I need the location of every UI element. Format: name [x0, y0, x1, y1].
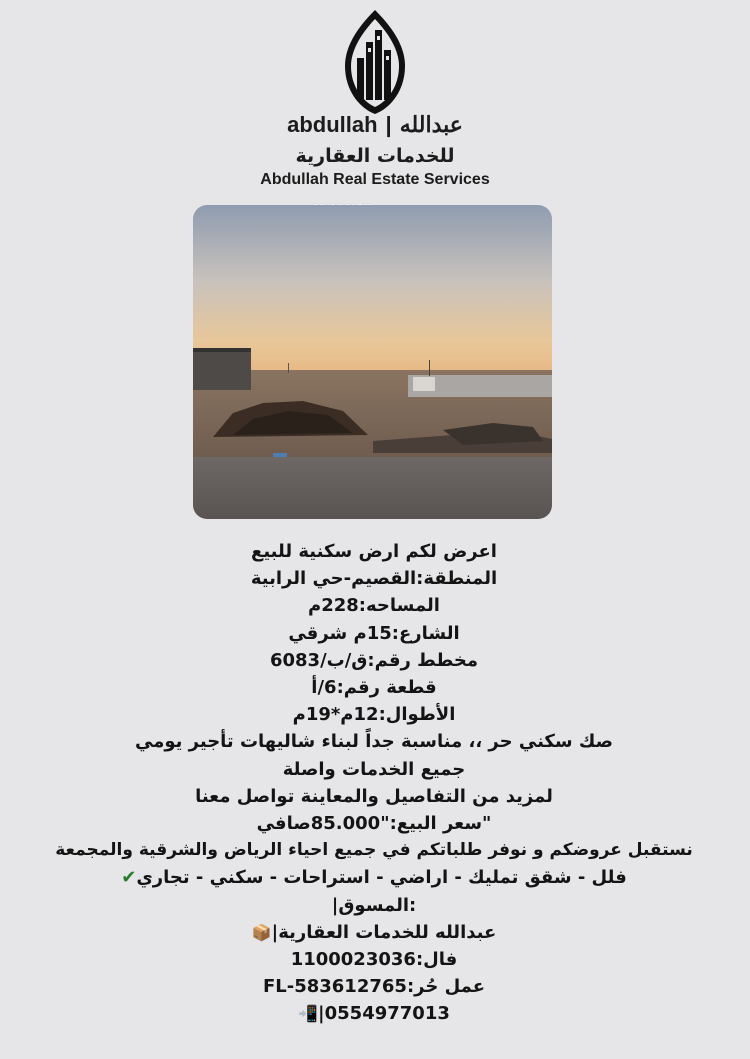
- land-photo: [193, 205, 552, 519]
- listing-property-types-text: فلل - شقق تمليك - اراضي - استراحات - سكني - تجاري: [136, 867, 627, 889]
- brand-arabic-short: عبدالله: [399, 112, 463, 137]
- mobile-phone-icon: 📲: [298, 1004, 319, 1024]
- listing-marketer-name-row: [4, 919, 744, 946]
- brand-separator: |: [385, 112, 392, 137]
- listing-street: الشارع:15م شرقي: [288, 622, 460, 644]
- listing-license-fal: فال:1100023036: [290, 949, 458, 971]
- listing-freelance-license: عمل حُر:FL-583612765: [262, 976, 486, 998]
- listing-details: [4, 538, 744, 1028]
- listing-area: المساحه:228م: [308, 595, 440, 617]
- listing-dimensions: الأطوال:12م*19م: [292, 704, 456, 726]
- check-mark-icon: ✔: [121, 867, 137, 889]
- listing-price: "سعر البيع:"85.000صافي: [256, 813, 492, 835]
- listing-marketer-label: :المسوق|: [331, 894, 417, 916]
- listing-property-types: [4, 864, 744, 891]
- brand-latin: abdullah: [287, 112, 378, 137]
- listing-requests-note: نستقبل عروضكم و نوفر طلباتكم في جميع احياء الرياض والشرقية والمجمعة: [55, 840, 693, 861]
- building-logo-icon: [341, 8, 409, 116]
- listing-marketer-name: عبدالله للخدمات العقارية|: [271, 921, 497, 943]
- brand-wordmark: [0, 112, 750, 138]
- brand-arabic-full: للخدمات العقارية: [295, 145, 455, 167]
- listing-contact-note: لمزيد من التفاصيل والمعاينة تواصل معنا: [195, 785, 553, 807]
- land-photo-illustration: [193, 205, 552, 519]
- logo: [0, 8, 750, 116]
- listing-plot-number: قطعة رقم:6/أ: [311, 677, 437, 699]
- package-icon: 📦: [251, 922, 272, 942]
- listing-services: جميع الخدمات واصلة: [282, 758, 466, 780]
- listing-headline: اعرض لكم ارض سكنية للبيع: [251, 541, 497, 562]
- listing-phone-number: 0554977013|: [318, 1003, 450, 1025]
- listing-phone-row: [4, 1000, 744, 1027]
- listing-plan-number: مخطط رقم:ق/ب/6083: [269, 649, 479, 671]
- brand-english-full: Abdullah Real Estate Services: [260, 171, 490, 188]
- listing-deed-note: صك سكني حر ،، مناسبة جداً لبناء شاليهات تأجير يومي: [134, 731, 614, 753]
- listing-region: المنطقة:القصيم-حي الرابية: [250, 568, 498, 590]
